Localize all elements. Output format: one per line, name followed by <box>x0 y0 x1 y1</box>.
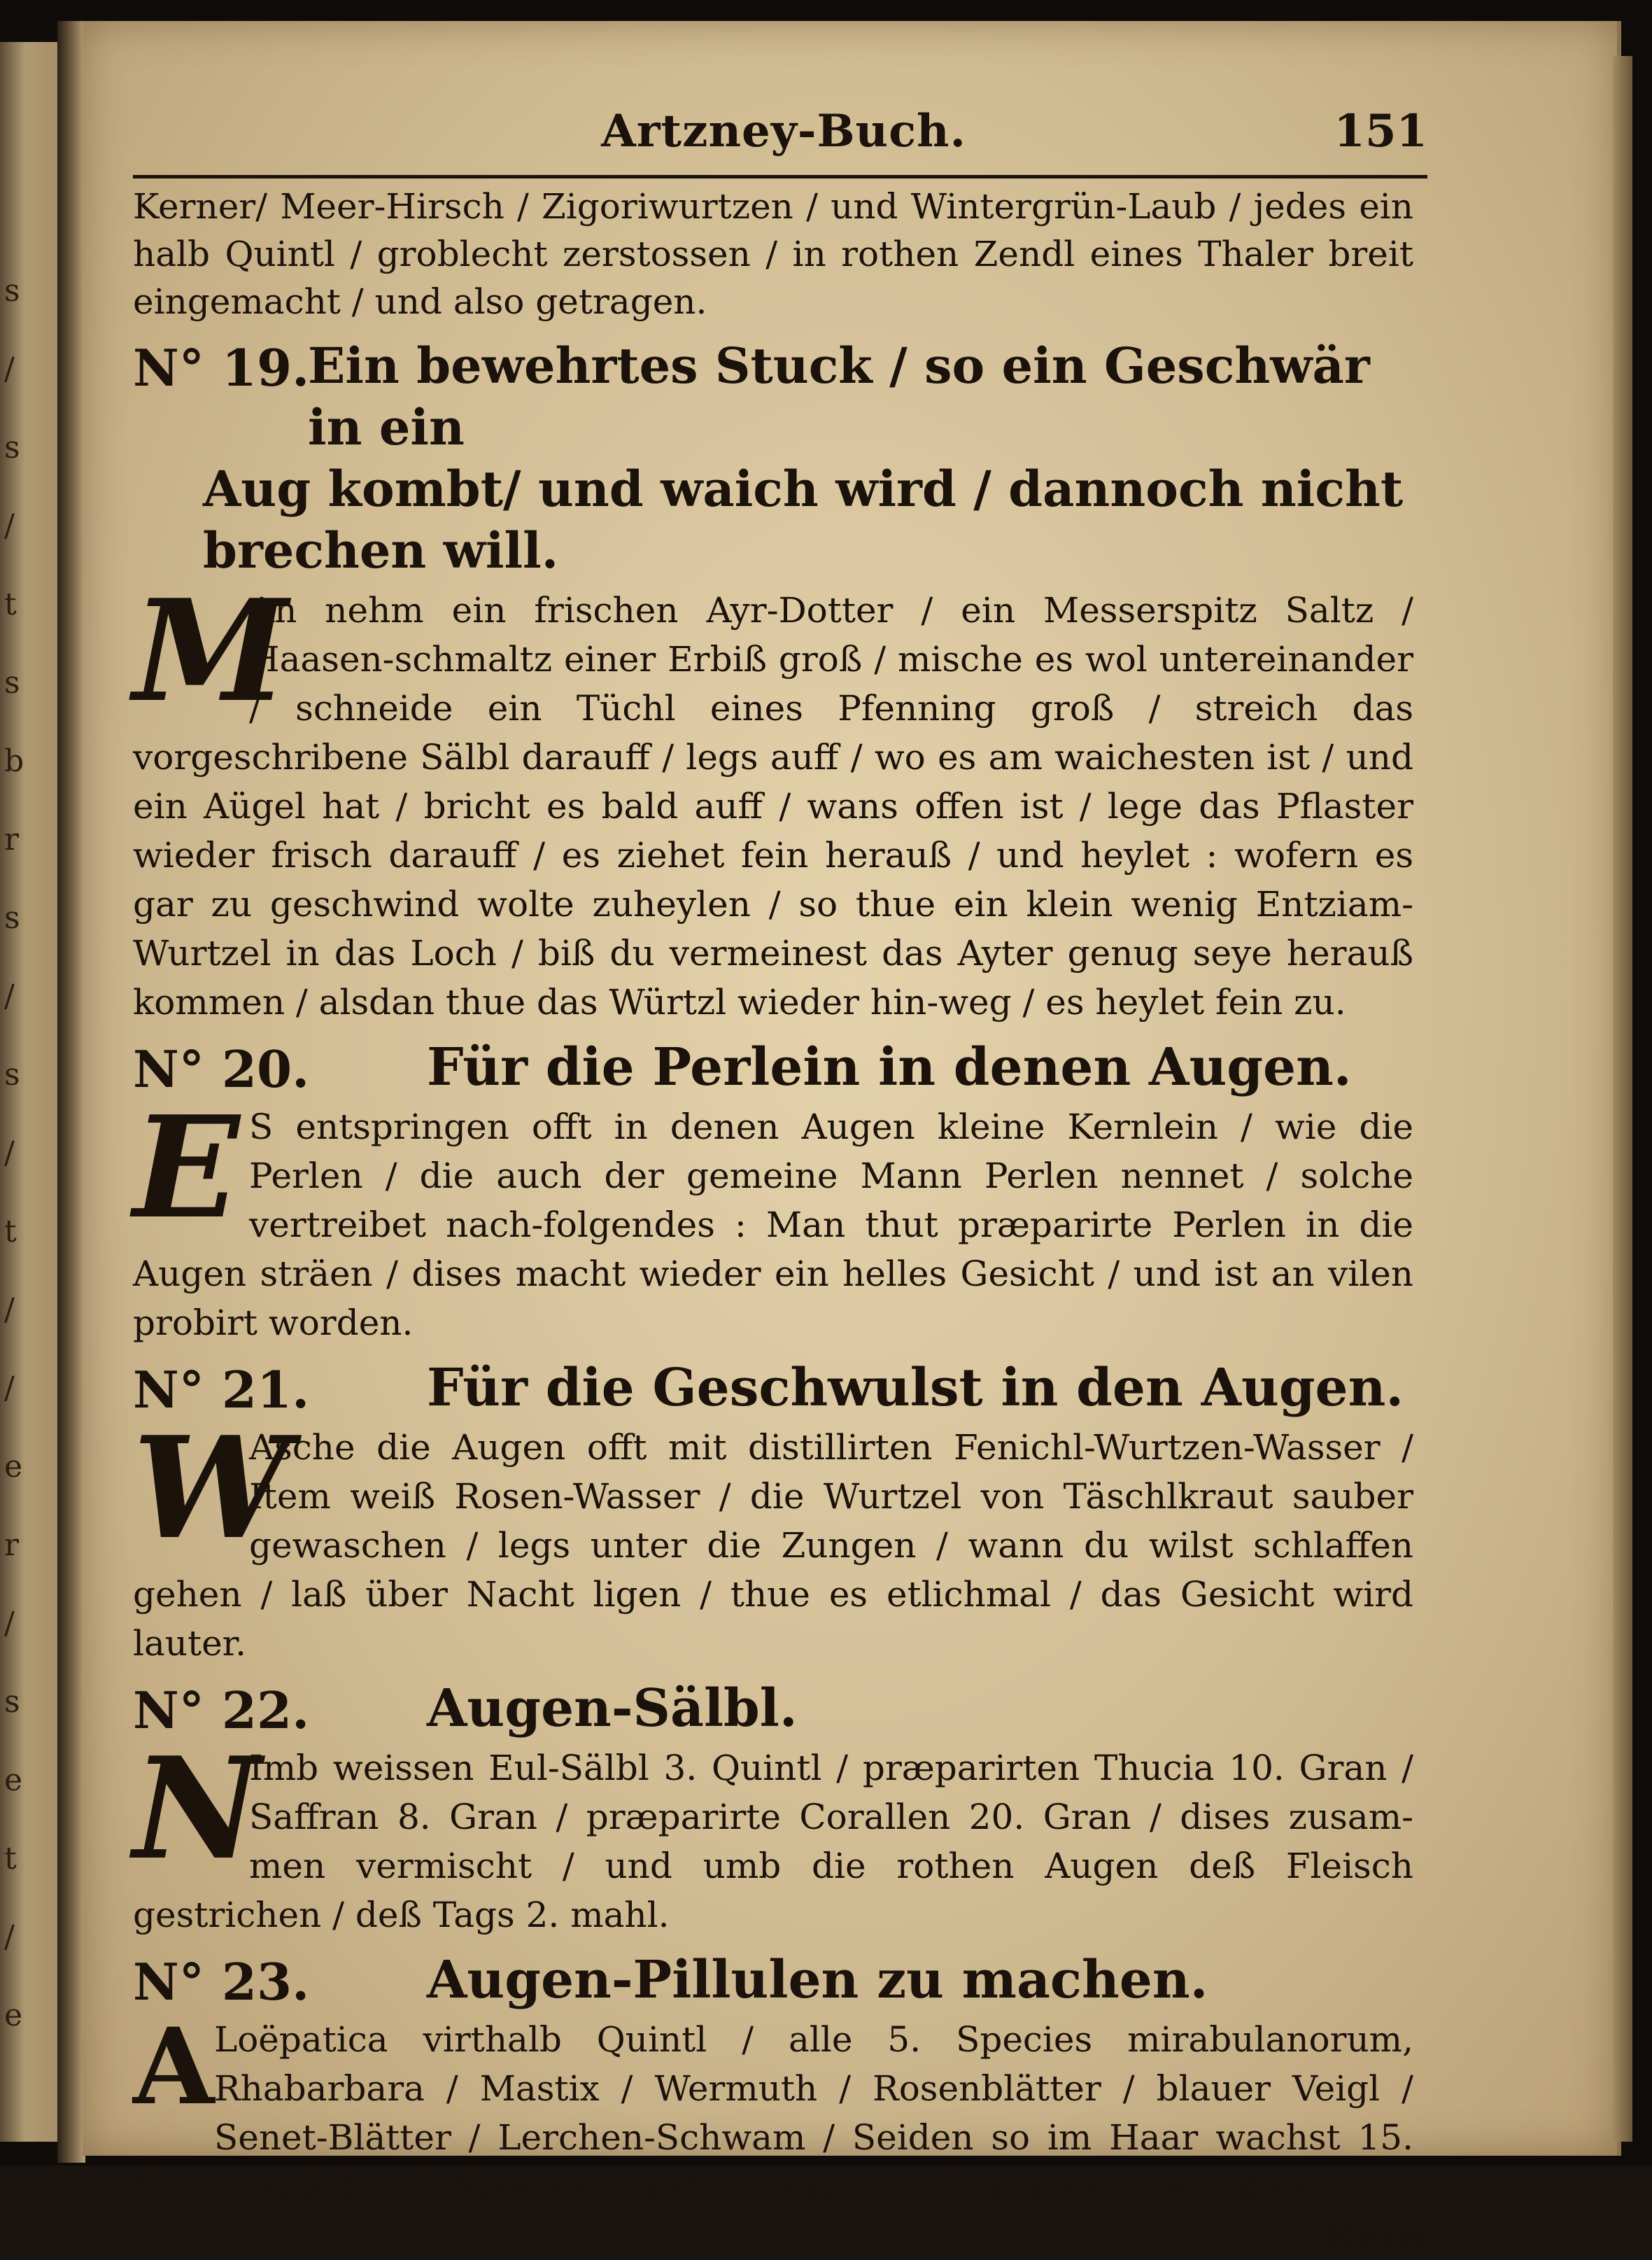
entry-title: Augen-Pillulen zu machen. <box>427 1950 1208 2010</box>
entry-title: Für die Perlein in denen Augen. <box>427 1037 1352 1097</box>
running-title: Artzney-Buch. <box>601 105 966 157</box>
drop-cap: W <box>133 1406 290 1571</box>
previous-page-fragment: / <box>4 1292 15 1328</box>
entry-number: N° 22. <box>133 1680 310 1740</box>
entry-number: N° 20. <box>133 1039 310 1099</box>
entry-number: N° 21. <box>133 1360 310 1419</box>
entry-title: Augen-Sälbl. <box>427 1678 798 1739</box>
page-content <box>133 98 1427 2260</box>
previous-page-fragment: / <box>4 1370 15 1406</box>
entry-heading <box>133 1357 1427 1419</box>
entry-21 <box>133 1357 1427 1668</box>
previous-page-fragment: t <box>4 1841 17 1876</box>
entry-23 <box>133 1949 1427 2211</box>
entry-paragraph: S entspringen offt in denen Augen kleine Kernlein / wie die Perlen / die auch der gemeine Mann Perlen nennet / solche vertreibet nach-folgendes : Man thut præparirte Perlen in die Augen sträen / dises macht wieder ein helles Gesicht / und ist an vilen probirt worden. <box>133 1107 1413 1343</box>
entry-text <box>133 2005 1413 2211</box>
page-header <box>133 98 1427 178</box>
previous-page-fragment: s <box>4 665 20 701</box>
entry-heading <box>133 1678 1427 1739</box>
previous-page-fragment: / <box>4 351 15 387</box>
entry-20 <box>133 1037 1427 1347</box>
entry-number: N° 23. <box>133 1952 310 2012</box>
previous-page-fragment: / <box>4 508 15 544</box>
entry-text <box>133 1086 1413 1347</box>
catchword: Kern <box>1324 2215 1427 2260</box>
entry-title: Ein bewehrtes Stuck / so ein Geschwär in ein <box>308 337 1370 456</box>
previous-page-fragment: r <box>4 822 20 857</box>
previous-page-fragment: / <box>4 978 15 1014</box>
previous-page-fragment: t <box>4 587 17 622</box>
entry-22 <box>133 1678 1427 1939</box>
drop-cap: E <box>133 1086 240 1250</box>
previous-page-fragment: e <box>4 1762 23 1798</box>
book-gutter <box>57 21 85 2163</box>
previous-page-fragment: / <box>4 1606 15 1641</box>
entry-heading <box>133 335 1427 458</box>
previous-page-fragment: / <box>4 1919 15 1955</box>
entry-text <box>133 1727 1413 1939</box>
previous-page-text-fragments <box>0 252 32 2142</box>
entry-text <box>133 1406 1413 1668</box>
previous-page-fragment: b <box>4 743 24 779</box>
entry-paragraph: An nehm ein frischen Ayr-Dotter / ein Messerspitz Saltz / Haasen-schmaltz einer Erbiß groß / mische es wol untereinander / schneide ein Tüchl eines Pfenning groß / streich das vorgeschribene Sälbl darauff / legs auff / wo es am waichesten ist / und ein Aügel hat / bricht es bald auff / wans offen ist / lege das Pflaster wieder frisch darauff / es ziehet fein herauß / und heylet : wofern es gar zu geschwind wolte zuheylen / so thue ein klein wenig Entziam-Wurtzel in das Loch / biß du vermeinest das Ayter genug seye herauß kommen / alsdan thue das Würtzl wieder hin-weg / es heylet fein zu. <box>133 590 1413 1023</box>
previous-page-fragment: e <box>4 1998 23 2033</box>
previous-page-edge <box>0 42 63 2142</box>
drop-cap: M <box>133 569 288 734</box>
previous-page-fragment: s <box>4 1684 20 1720</box>
entry-number: N° 19. <box>133 338 310 398</box>
drop-cap: N <box>133 1727 261 1891</box>
previous-page-fragment: e <box>4 1449 23 1485</box>
entry-heading <box>133 1037 1427 1098</box>
entry-paragraph: Asche die Augen offt mit distillirten Fenichl-Wurtzen-Wasser / Item weiß Rosen-Wasser / die Wurtzel von Täschlkraut sauber gewaschen / legs unter die Zungen / wann du wilst schlaffen gehen / laß über Nacht ligen / thue es etlichmal / das Gesicht wird lauter. <box>133 1427 1413 1664</box>
entry-text <box>133 569 1413 1027</box>
continued-text: Kerner/ Meer-Hirsch / Zigoriwurtzen / und Wintergrün-Laub / jedes ein halb Quintl / groblecht zerstossen / in rothen Zendl eines Thaler breit eingemacht / und also getragen. <box>133 186 1413 322</box>
previous-page-fragment: t <box>4 1214 17 1249</box>
previous-page-fragment: s <box>4 900 20 936</box>
page-number: 151 <box>1334 105 1427 157</box>
entry-paragraph: Imb weissen Eul-Sälbl 3. Quintl / præparirten Thucia 10. Gran / Saffran 8. Gran / præparirte Corallen 20. Gran / dises zusam-men vermischt / und umb die rothen Augen deß Fleisch gestrichen / deß Tags 2. mahl. <box>133 1748 1413 1935</box>
drop-cap: A <box>133 2005 215 2128</box>
previous-page-fragment: s <box>4 273 20 309</box>
previous-page-fragment: r <box>4 1527 20 1563</box>
previous-page-fragment: / <box>4 1135 15 1171</box>
previous-page-fragment: s <box>4 1057 20 1093</box>
page-fore-edge <box>1613 56 1632 2142</box>
entry-title-continuation: Aug kombt/ und waich wird / dannoch nicht brechen will. <box>203 460 1404 580</box>
entry-title: Für die Geschwulst in den Augen. <box>427 1358 1404 1418</box>
entry-19 <box>133 335 1427 1027</box>
previous-page-fragment: s <box>4 430 20 465</box>
entry-heading <box>133 1949 1427 2011</box>
entry-paragraph: Loëpatica virthalb Quintl / alle 5. Species mirabulanorum, Rhabarbara / Mastix / Wermuth / Rosenblätter / blauer Veigl / Senet-Blätter / Lerchen-Schwam / Seiden so im Haar wachst 15. Gran / auß den 5. Species mirabulanorum muß man die inwendige <box>133 2019 1413 2207</box>
